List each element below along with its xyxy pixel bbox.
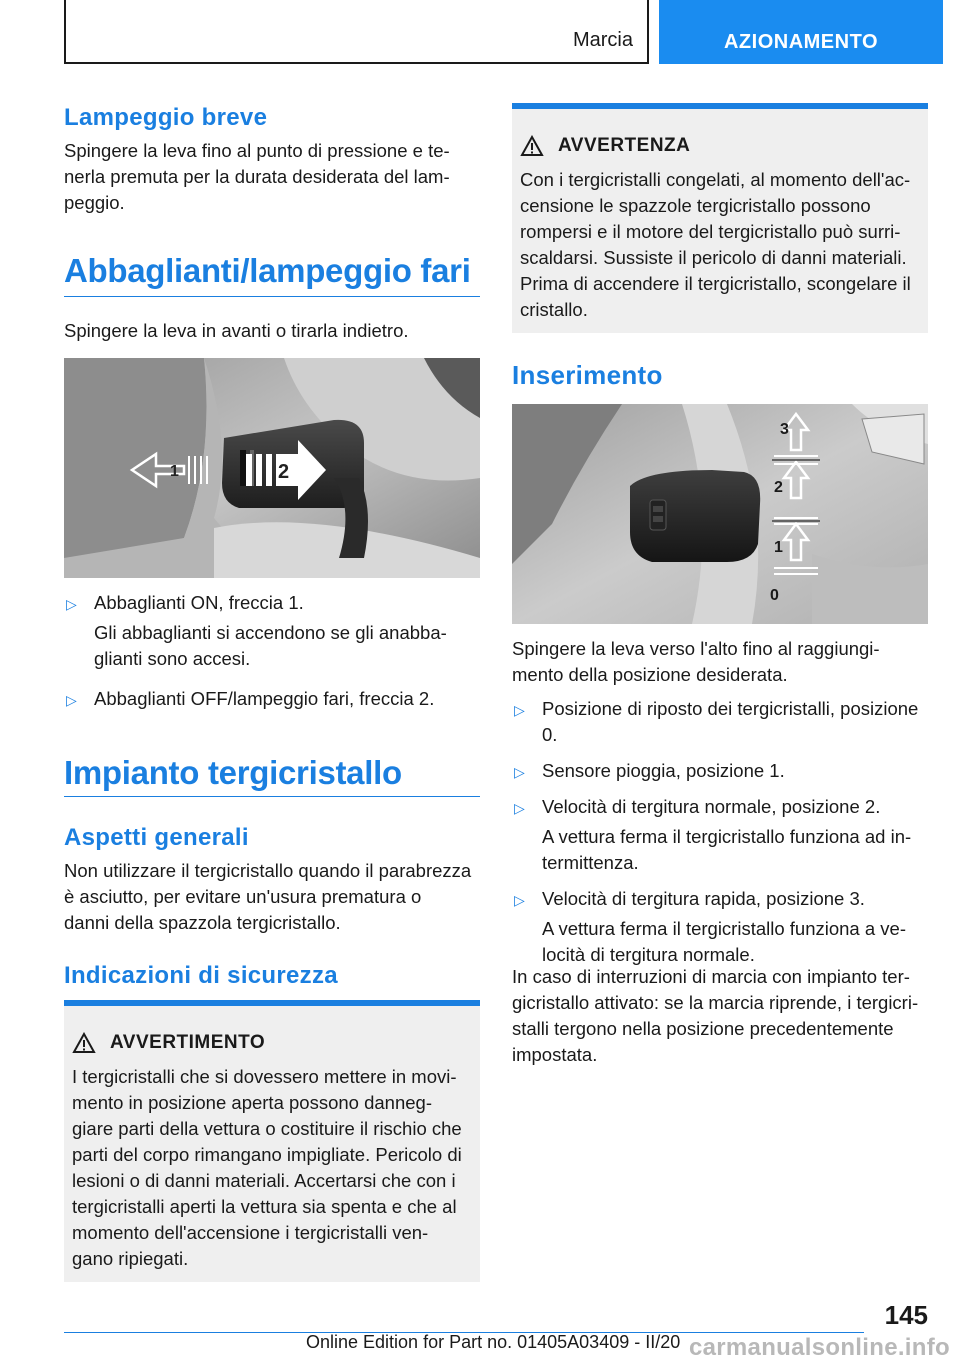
list-item-text: Velocità di tergitura rapida, posizione 3. xyxy=(542,888,865,909)
list-item-sub: A vettura ferma il tergicristallo funziona a ve- xyxy=(542,918,906,939)
list-item-text: Abbaglianti ON, freccia 1. xyxy=(94,592,304,613)
heading-inserimento: Inserimento xyxy=(512,360,663,390)
text-line: peggio. xyxy=(64,192,125,213)
text-line: Spingere la leva fino al punto di pressione e te- xyxy=(64,140,450,161)
list-item-sub: termittenza. xyxy=(542,852,639,873)
text-line: gicristallo attivato: se la marcia riprende, i tergicri- xyxy=(512,992,919,1013)
heading-impianto-tergicristallo: Impianto tergicristallo xyxy=(64,754,402,791)
header-chapter-box xyxy=(64,0,649,64)
text-line: mento in posizione aperta possono danneg- xyxy=(72,1092,432,1113)
list-item xyxy=(64,686,480,712)
triangle-bullet-icon: ▷ xyxy=(514,702,525,718)
list-item-sub: glianti sono accesi. xyxy=(94,648,251,669)
triangle-bullet-icon: ▷ xyxy=(514,892,525,908)
text-line: impostata. xyxy=(512,1044,598,1065)
text-line: cristallo. xyxy=(520,299,588,320)
warning-text xyxy=(72,1064,476,1272)
heading-indicazioni-sicurezza: Indicazioni di sicurezza xyxy=(64,962,338,989)
list-item xyxy=(512,886,928,912)
heading-rule xyxy=(64,796,480,797)
list-item-sub: locità di tergitura normale. xyxy=(542,944,755,965)
triangle-bullet-icon: ▷ xyxy=(66,596,77,612)
text-line: scaldarsi. Sussiste il pericolo di danni materiali. xyxy=(520,247,907,268)
text-line: lesioni o di danni materiali. Accertarsi che con i xyxy=(72,1170,456,1191)
text-line: giare parti della vettura o costituire il rischio che xyxy=(72,1118,462,1139)
figure-label-0: 0 xyxy=(770,587,779,604)
triangle-bullet-icon: ▷ xyxy=(66,692,77,708)
list-item-sub: Gli abbaglianti si accendono se gli anabba- xyxy=(94,622,447,643)
text-line: momento dell'accensione i tergicristalli ven- xyxy=(72,1222,429,1243)
text-line: In caso di interruzioni di marcia con impianto ter- xyxy=(512,966,910,987)
list-item-text: Abbaglianti OFF/lampeggio fari, freccia 2. xyxy=(94,688,435,709)
text-line: stalli tergono nella posizione precedentemente xyxy=(512,1018,894,1039)
text-line: gano ripiegati. xyxy=(72,1248,189,1269)
list-item-text: Posizione di riposto dei tergicristalli, posizione xyxy=(542,698,919,719)
warning-triangle-icon xyxy=(72,1032,96,1054)
warning-title-text: AVVERTIMENTO xyxy=(110,1032,266,1053)
text-line: Spingere la leva verso l'alto fino al raggiungi- xyxy=(512,638,880,659)
triangle-bullet-icon: ▷ xyxy=(514,800,525,816)
heading-aspetti-generali: Aspetti generali xyxy=(64,824,249,851)
high-beam-text: Spingere la leva in avanti o tirarla indietro. xyxy=(64,320,409,341)
warning-title xyxy=(512,135,928,157)
heading-lampeggio-breve: Lampeggio breve xyxy=(64,104,268,131)
list-item-text: 0. xyxy=(542,724,558,745)
text-line: Prima di accendere il tergicristallo, scongelare il xyxy=(520,273,911,294)
lever-illustration xyxy=(64,358,480,578)
header-section-label: AZIONAMENTO xyxy=(723,31,878,53)
warning-title xyxy=(64,1032,480,1054)
watermark: carmanualsonline.info xyxy=(688,1334,950,1361)
list-item-text: Sensore pioggia, posizione 1. xyxy=(542,760,785,781)
warning-title-text: AVVERTENZA xyxy=(558,135,691,156)
figure-label-2: 2 xyxy=(278,461,290,483)
figure-label-1: 1 xyxy=(170,463,179,480)
figure-label-2: 2 xyxy=(774,479,783,496)
wiper-positions-list xyxy=(512,696,928,968)
list-item-sub: A vettura ferma il tergicristallo funziona ad in- xyxy=(542,826,912,847)
text-line: nerla premuta per la durata desiderata del lam- xyxy=(64,166,450,187)
text-line: Non utilizzare il tergicristallo quando il parabrezza xyxy=(64,860,472,881)
warning-triangle-icon xyxy=(520,135,544,157)
text-line: mento della posizione desiderata. xyxy=(512,664,788,685)
flash-text xyxy=(64,138,480,216)
list-item xyxy=(512,696,928,748)
header-chapter: Marcia xyxy=(572,29,633,51)
page-number: 145 xyxy=(884,1300,928,1330)
heading-rule xyxy=(64,296,480,297)
figure-label-3: 3 xyxy=(780,421,789,438)
header-section-tab xyxy=(659,0,943,64)
figure-wiper-lever xyxy=(512,404,928,624)
text-line: Con i tergicristalli congelati, al momento dell'ac- xyxy=(520,169,911,190)
text-line: tergicristalli aperti la vettura sia spenta e che al xyxy=(72,1196,457,1217)
text-line: è asciutto, per evitare un'usura prematura o xyxy=(64,886,422,907)
wiper-lever-illustration xyxy=(512,404,928,624)
activation-outro xyxy=(512,964,928,1068)
text-line: danni della spazzola tergicristallo. xyxy=(64,912,341,933)
figure-headlight-lever xyxy=(64,358,480,578)
text-line: censione le spazzole tergicristallo possono xyxy=(520,195,871,216)
activation-intro xyxy=(512,636,928,688)
triangle-bullet-icon: ▷ xyxy=(514,764,525,780)
list-item xyxy=(64,590,480,616)
warning-box-avvertenza xyxy=(512,103,928,333)
text-line: I tergicristalli che si dovessero mettere in movi- xyxy=(72,1066,457,1087)
warning-text xyxy=(520,167,924,323)
heading-abbaglianti: Abbaglianti/lampeggio fari xyxy=(64,252,471,289)
warning-box-avvertimento xyxy=(64,1000,480,1282)
text-line: parti del corpo rimangano impigliate. Pericolo di xyxy=(72,1144,462,1165)
list-item xyxy=(512,794,928,820)
general-text xyxy=(64,858,480,936)
list-item-text: Velocità di tergitura normale, posizione 2. xyxy=(542,796,881,817)
figure-label-1: 1 xyxy=(774,539,783,556)
footer-edition: Online Edition for Part no. 01405A03409 - II/20 xyxy=(306,1332,681,1352)
high-beam-list xyxy=(64,590,480,712)
list-item xyxy=(512,758,928,784)
text-line: rompersi e il motore del tergicristallo può surri- xyxy=(520,221,901,242)
